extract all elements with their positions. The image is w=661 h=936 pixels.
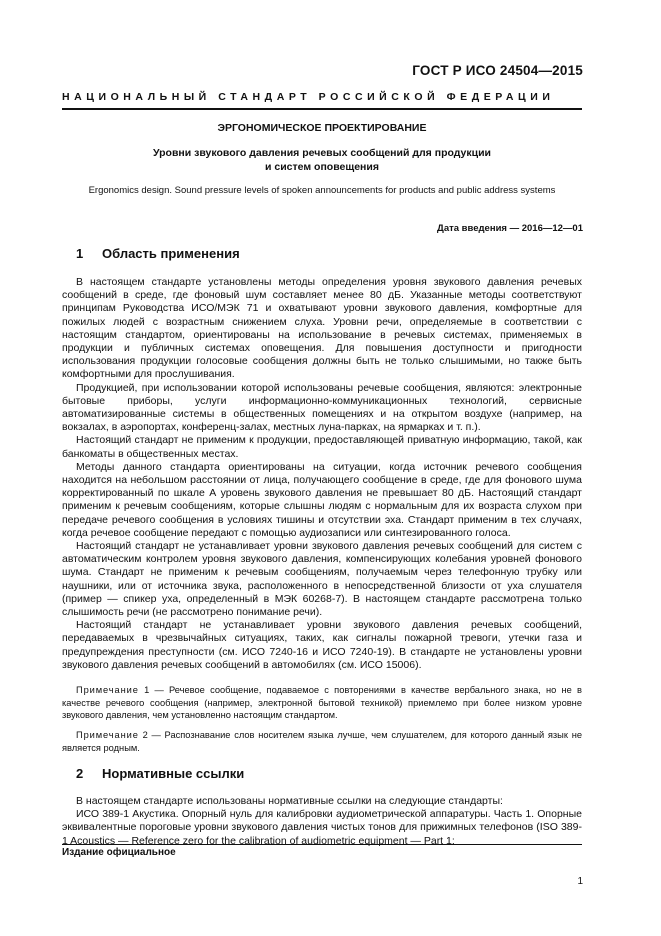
note-text: 2 — Распознавание слов носителем языка лучше, чем слушателем, для которого данный язык не является родным. — [62, 730, 582, 753]
main-title-line-2: и систем оповещения — [265, 161, 379, 173]
paragraph: В настоящем стандарте использованы нормативные ссылки на следующие стандарты: — [76, 795, 503, 807]
main-title-line-1: Уровни звукового давления речевых сообщений для продукции — [152, 147, 492, 159]
paragraph: ИСО 389-1 Акустика. Опорный нуль для калибровки аудиометрической аппаратуры. Часть 1. Опорные эквивалентные пороговые уровни звукового давления чистых тонов для прижимных телефонов (ISO 389-1 Acoustics — Reference zero for the calibration of audiometric equipment — Part 1: — [62, 808, 582, 847]
paragraph: Настоящий стандарт не устанавливает уровни звукового давления речевых сообщений, передаваемых в чрезвычайных ситуациях, таких, как сигналы пожарной тревоги, утечки газа и предупреждения преступности (см. ИСО 7240-16 и ИСО 7240-19). В стандарте не установлены уровни звукового давления речевых сообщений в автомобилях (см. ИСО 15006). — [62, 619, 582, 671]
official-edition-label: Издание официальное — [62, 844, 582, 862]
paragraph: В настоящем стандарте установлены методы определения уровня звукового давления речевых сообщений в среде, где фоновый шум составляет менее 80 дБ. Указанные методы соответствуют принципам Руководства ИСО/МЭК 71 и охватывают уровни звукового давления, комфортные для пожилых людей с возрастным снижением слуха. Уровни речи, определяемые в соответствии с настоящим стандартом, ориентированы на использование в речевых системах, применяемых в продукции и публичных системах оповещения. Для повышения доступности и пригодности использования продукции голосовые сообщения должны быть не только слышимыми, но также быть комфортными для прослушивания. — [62, 276, 582, 381]
paragraph: Методы данного стандарта ориентированы на ситуации, когда источник речевого сообщения находится на небольшом расстоянии от лица, получающего сообщение в среде, где для фонового шума корректированный по шкале А уровень звукового давления не превышает 80 дБ. Настоящий стандарт применим к речевым сообщениям, которые слышны людям с нормальным для их возраста слухом при передаче речевого сообщения в условиях тишины и отсутствии эха. Стандарт применим в тех случаях, когда речевое сообщение передают с помощью аудиозаписи или синтезированного голоса. — [62, 460, 582, 539]
page-number: 1 — [577, 876, 583, 887]
category-title: ЭРГОНОМИЧЕСКОЕ ПРОЕКТИРОВАНИЕ — [217, 122, 427, 134]
introduction-date: Дата введения — 2016—12—01 — [437, 223, 583, 234]
section-1-number: 1 — [76, 246, 84, 261]
section-1-body — [62, 276, 582, 672]
main-title — [62, 146, 582, 174]
english-title: Ergonomics design. Sound pressure levels of spoken announcements for products and public address systems — [88, 185, 556, 196]
paragraph: Настоящий стандарт не применим к продукции, предоставляющей приватную информацию, такой, как банкоматы в общественных местах. — [62, 434, 582, 460]
national-standard-banner: НАЦИОНАЛЬНЫЙ СТАНДАРТ РОССИЙСКОЙ ФЕДЕРАЦИИ — [62, 90, 582, 110]
paragraph: Настоящий стандарт не устанавливает уровни звукового давления речевых сообщений для систем с автоматическим контролем уровня звукового давления, компенсирующих колебания уровней фонового шума. Стандарт не применим к речевым сообщениям, получаемым через телефонную трубку или наушники, или от источника звука, расположенного в непосредственной близости от уха слушателя (пример — спикер уха, определенный в МЭК 60268-7). В настоящем стандарте рассмотрена только слышимость речи (не рассмотрено понимание речи). — [62, 540, 582, 619]
section-2-body — [62, 795, 582, 848]
paragraph: Продукцией, при использовании которой использованы речевые сообщения, являются: электронные бытовые приборы, услуги информационно-коммуникационных технологий, сервисные автоматизированные системы в общественных помещениях и на открытом воздухе (например, на вокзалах, в аэропортах, конференц-залах, местных луна-парках, на ярмарках и т. п.). — [62, 381, 582, 434]
section-1-title: Область применения — [102, 246, 240, 261]
note-label: Примечание — [76, 685, 139, 695]
section-2-title: Нормативные ссылки — [102, 766, 245, 781]
section-2-heading — [76, 766, 244, 781]
note-text: 1 — Речевое сообщение, подаваемое с повторениями в качестве вербального знака, но не в качестве речевого сообщения (например, электронной бытовой техникой) приемлемо при более низком уровне звукового давления, чем установленно настоящим стандартом. — [62, 685, 582, 721]
section-2-number: 2 — [76, 766, 84, 781]
note-2 — [62, 729, 582, 754]
note-1 — [62, 684, 582, 722]
section-1-heading — [76, 246, 240, 261]
document-code: ГОСТ Р ИСО 24504—2015 — [412, 63, 583, 78]
note-label: Примечание — [76, 730, 139, 740]
